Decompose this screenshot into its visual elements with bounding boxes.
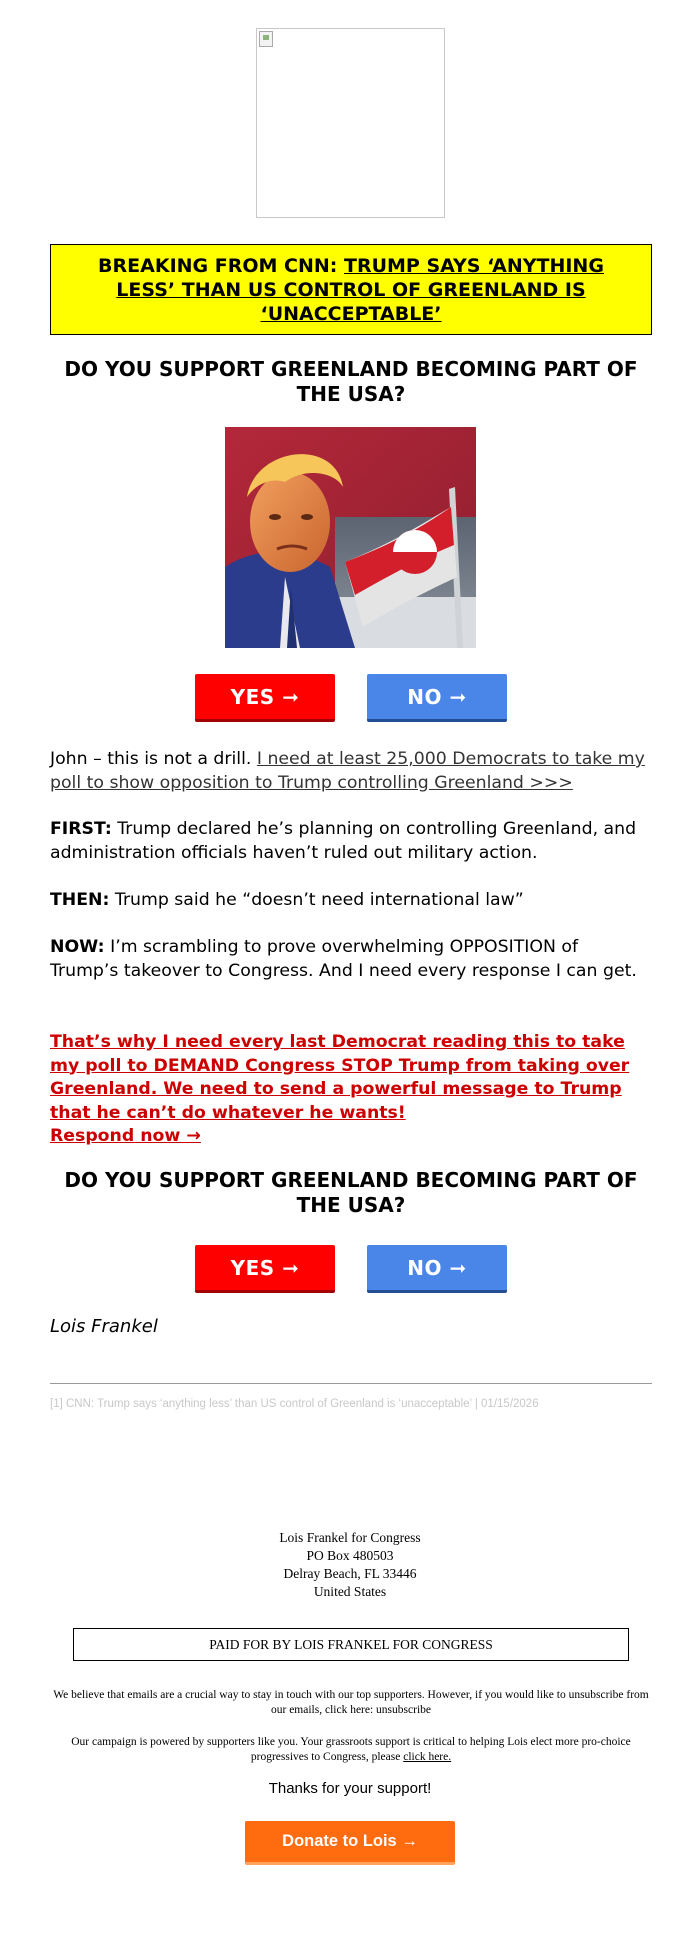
intro-text: John – this is not a drill. xyxy=(50,749,257,769)
no-button[interactable]: NO ➞ xyxy=(367,674,507,722)
yes-button-2[interactable]: YES ➞ xyxy=(195,1245,335,1293)
unsubscribe-notice[interactable]: We believe that emails are a crucial way to stay in touch with our top supporters. However, if you would like to unsubscribe from our emails, click here: unsubscribe xyxy=(53,1689,649,1716)
divider xyxy=(50,1383,652,1384)
logo-image-placeholder xyxy=(256,28,445,218)
then-text: Trump said he “doesn’t need international law” xyxy=(109,890,524,910)
citation-footnote: [1] CNN: Trump says ‘anything less’ than US control of Greenland is ‘unacceptable’ | 01/15/2026 xyxy=(50,1398,539,1410)
address-line-2: PO Box 480503 xyxy=(306,1548,394,1563)
thanks-message: Thanks for your support! xyxy=(268,1780,432,1797)
poll-link[interactable]: I need at least 25,000 Democrats to take my poll to show opposition to Trump controlling Greenland >>> xyxy=(50,749,645,793)
red-call-to-action xyxy=(50,1031,660,1149)
trump-greenland-flag-photo[interactable] xyxy=(225,427,476,648)
grassroots-click-here-link[interactable]: click here. xyxy=(403,1750,452,1763)
now-text: I’m scrambling to prove overwhelming OPPOSITION of Trump’s takeover to Congress. And I need every response I can get. xyxy=(50,937,637,981)
respond-now-link[interactable]: Respond now → xyxy=(50,1126,201,1146)
yes-button[interactable]: YES ➞ xyxy=(195,674,335,722)
then-label: THEN: xyxy=(50,890,110,910)
breaking-news-banner xyxy=(50,244,652,335)
address-line-1: Lois Frankel for Congress xyxy=(279,1530,421,1545)
signature: Lois Frankel xyxy=(50,1316,158,1337)
broken-image-icon xyxy=(259,31,273,47)
no-button-2[interactable]: NO ➞ xyxy=(367,1245,507,1293)
first-text: Trump declared he’s planning on controlling Greenland, and administration officials haven’t ruled out military action. xyxy=(50,819,637,863)
now-label: NOW: xyxy=(50,937,105,957)
banner-headline-link[interactable]: TRUMP SAYS ‘ANYTHING LESS’ THAN US CONTROL OF GREENLAND IS ‘UNACCEPTABLE’ xyxy=(116,254,604,325)
then-paragraph xyxy=(50,889,656,913)
mailing-address xyxy=(0,1529,700,1601)
poll-question-repeat: DO YOU SUPPORT GREENLAND BECOMING PART OF THE USA? xyxy=(64,1168,638,1217)
paid-for-disclaimer: PAID FOR BY LOIS FRANKEL FOR CONGRESS xyxy=(73,1628,629,1661)
donate-button[interactable]: Donate to Lois → xyxy=(245,1821,455,1865)
grassroots-notice xyxy=(50,1735,652,1764)
first-label: FIRST: xyxy=(50,819,112,839)
address-line-4: United States xyxy=(313,1584,387,1599)
address-line-3: Delray Beach, FL 33446 xyxy=(283,1566,417,1581)
now-paragraph xyxy=(50,936,646,983)
first-paragraph xyxy=(50,818,656,865)
poll-question: DO YOU SUPPORT GREENLAND BECOMING PART OF THE USA? xyxy=(64,357,638,406)
intro-paragraph xyxy=(50,748,656,795)
banner-prefix: BREAKING FROM CNN: xyxy=(98,254,344,277)
grassroots-text: Our campaign is powered by supporters like you. Your grassroots support is critical to helping Lois elect more pro-choice progressives to Congress, please xyxy=(71,1736,631,1763)
red-poll-link[interactable]: That’s why I need every last Democrat reading this to take my poll to DEMAND Congress STOP Trump from taking over Greenland. We need to send a powerful message to Trump that he can’t do whatever he wants! xyxy=(50,1032,630,1123)
